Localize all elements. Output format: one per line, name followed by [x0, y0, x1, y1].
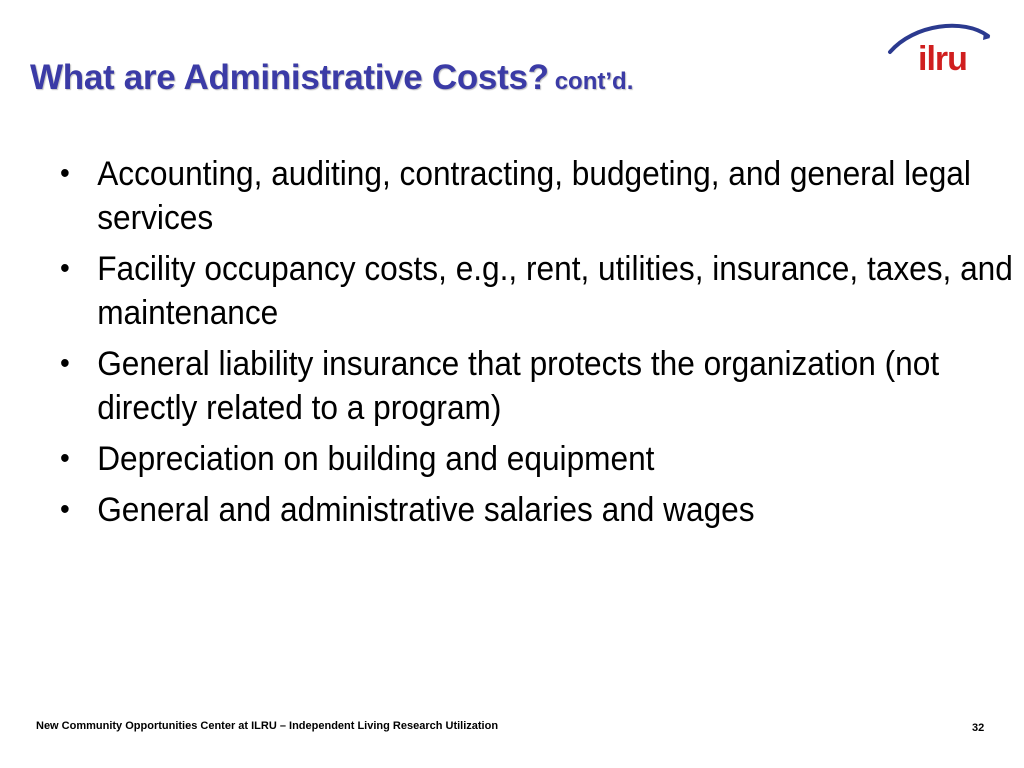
footer-text: New Community Opportunities Center at ILRU – Independent Living Research Utilization [36, 720, 499, 732]
bullet-dot: • [60, 347, 70, 380]
bullet-dot: • [60, 493, 70, 526]
bullet-item [60, 152, 1024, 240]
bullet-item [60, 342, 1024, 430]
bullet-text: Facility occupancy costs, e.g., rent, utilities, insurance, taxes, and maintenance [97, 250, 1013, 332]
bullet-dot: • [60, 252, 70, 285]
ilru-logo [884, 18, 994, 78]
bullet-item [60, 488, 1024, 532]
slide-title-main: What are Administrative Costs? [30, 58, 549, 97]
bullet-text: General liability insurance that protects the organization (not directly related to a program) [97, 345, 940, 427]
logo-wordmark: ilru [918, 40, 967, 78]
slide-title-suffix: cont’d. [554, 68, 634, 95]
bullet-text: General and administrative salaries and wages [97, 491, 755, 529]
bullet-item [60, 437, 1024, 481]
slide-title [30, 58, 633, 98]
bullet-text: Depreciation on building and equipment [97, 440, 655, 478]
bullet-item [60, 247, 1024, 335]
bullet-dot: • [60, 442, 70, 475]
page-number: 32 [972, 722, 985, 734]
bullet-text: Accounting, auditing, contracting, budgeting, and general legal services [97, 155, 971, 237]
bullet-list [60, 152, 1013, 539]
bullet-dot: • [60, 157, 70, 190]
